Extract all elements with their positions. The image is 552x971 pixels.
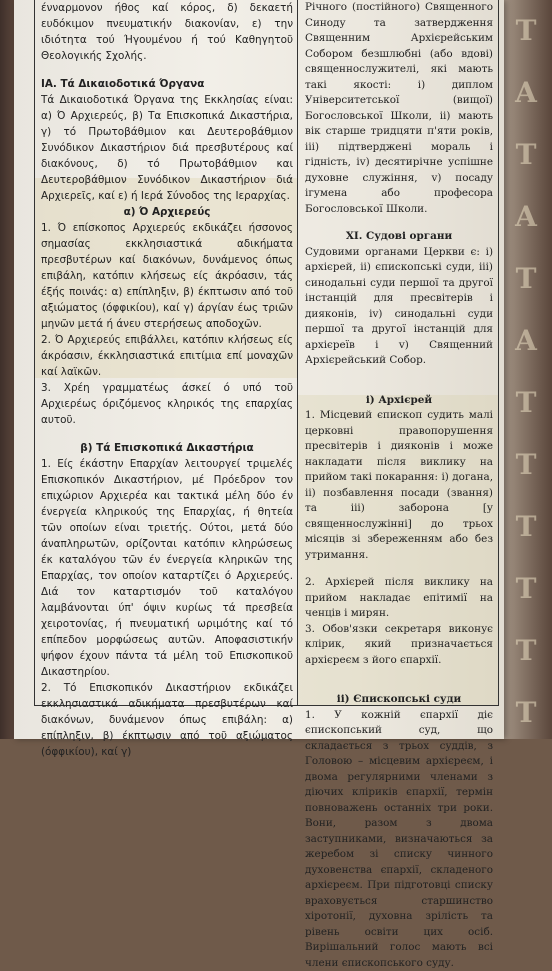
subsection-heading: іі) Єпископські суди: [305, 692, 493, 708]
paragraph: 1. У кожній єпархії діє єпископський суд, що складається з трьох суддів, з Головою – місцевим архієреєм, і двома регулярними членами з діючих кліриків єпархії, термін повноважень останніх три роки. Вони, разом з двома заступниками, визначаються за жеребом зі списку чинного духовенства єпархії, складеного архієреєм. При підготовці списку враховується старшинство хіротонії, духовна зрілість та рівень освіти цих осіб. Вирішальний голос мають всі члени єпископського суду.: [305, 708, 493, 971]
paragraph: Τά Δικαιοδοτικά Όργανα της Εκκλησίας είναι: α) Ό Αρχιερεύς, β) Τα Επισκοπικά Δικαστήρια, γ) τό Πρωτοβάθμιον και Δευτεροβάθμιον Συνόδικον Δικαστήριον διά πρεσβυτέρους καί διακόνους, δ) τό Πρωτοβάθμιον και Δευτεροβάθμιον Συνόδικον Δικαστήριον διά Αρχιερεῖς, καί ε) ή Ιερά Σύνοδος της Ιεραρχίας.: [41, 92, 293, 204]
paragraph: 3. Χρέη γραμματέως άσκεί ό υπό τοῦ Αρχιερέως όριζόμενος κληρικός της επαρχίας αυτοῦ.: [41, 380, 293, 428]
paragraph: 1. Είς έκάστην Επαρχίαν λειτουργεί τριμελές Επισκοπικόν Δικαστήριον, μέ Πρόεδρον τον επιχώριον Αρχιερέα και τακτικά μέλη δύο έν ένεργεία κληρικούς της Επαρχίας, ή θητεία τῶν οποίων είναι τριετής. Ούτοι, μετά δύο άναπληρωτῶν, ορίζονται κατόπιν κληρώσεως έκ καταλόγου τῶν έν ένεργεία κληρικῶν της Επαρχίας, τον οποίον καταρτίζει ό Αρχιερεύς. Διά τον καταρτισμόν τοῦ καταλόγου λαμβάνονται ύπ' όψιν κυρίως τά πρεσβεία χειροτονίας, ή πνευματική ωριμότης καί τό επίπεδον μορφώσεως αυτῶν. Αποφασιστικήν ψήφον έχουν πάντα τά μέλη τοῦ Επισκοπικοῦ Δικαστηρίου.: [41, 456, 293, 680]
paragraph: 1. Місцевий єпископ судить малі церковні правопорушення пресвітерів і дияконів і може накладати після виклику на прийом такі покарання: і) догана, іі) позбавлення посади (звання) та ііі) заборона [у священнослужінні] до трьох місяців зі збереженням або без утримання.: [305, 408, 493, 563]
spacer: [41, 428, 293, 440]
subsection-heading: і) Архієрей: [305, 393, 493, 409]
spacer: [305, 563, 493, 575]
subsection-heading: ХІ. Судові органи: [305, 229, 493, 245]
document-page: [14, 0, 504, 739]
subsection-heading: β) Τά Επισκοπικά Δικαστήρια: [41, 440, 293, 456]
paragraph: 2. Τό Επισκοπικόν Δικαστήριον εκδικάζει εκκλησιαστικά αδικήματα πρεσβυτέρων καί διακόνων, δυνάμενον όπως επιβάλη: α) επίπληξιν, β) έκπτωσιν από τοῦ αξιώματος (όφφικίου), καί γ): [41, 680, 293, 760]
spacer: [305, 369, 493, 381]
bilingual-table: [34, 0, 499, 706]
ukrainian-column: [305, 0, 493, 971]
subsection-heading: α) Ό Αρχιερεύς: [41, 204, 293, 220]
column-divider: [297, 0, 298, 705]
paragraph: 3. Обов'язки секретаря виконує клірик, який призначається архієреєм з його єпархії.: [305, 622, 493, 669]
greek-column: [41, 0, 293, 760]
spacer: [41, 64, 293, 76]
paragraph: ένναρμονον ήθος καί κόρος, δ) δεκαετή ευδόκιμον πνευματικήν διακονίαν, ε) την ιδιότητα τού Ήγουμένου ή τού Καθηγητοῦ Θεολογικής Σχολής.: [41, 0, 293, 64]
section-heading: ΙΑ. Τά Δικαιοδοτικά Όργανα: [41, 76, 293, 92]
background-letters: Τ Α Τ Α Τ Α Τ Τ Τ Τ Τ Τ: [500, 0, 552, 739]
spacer: [305, 668, 493, 680]
paragraph: Річного (постійного) Священного Синоду та затвердження Священним Архієрейським Собором безшлюбні (або вдові) священнослужителі, які мають такі якості: і) диплом Університетської (вищої) Богословської Школи, іі) мають вік старше тридцяти п'яти років, ііі) підтверджені мораль і гідність, iv) десятирічне успішне духовне служіння, v) посаду ігумена або професора Богословської Школи.: [305, 0, 493, 217]
paragraph: 1. Ό επίσκοπος Αρχιερεύς εκδικάζει ήσσονος σημασίας εκκλησιαστικά αδικήματα πρεσβυτέρων καί διακόνων, δυνάμενος όπως επιβάλη, κατόπιν κλήσεως είς άκρόασιν, τάς έξής ποινάς: α) επίπληξιν, β) έκπτωσιν από τοῦ αξιώματος (όφφικίου), καί γ) άργίαν έως τριῶν μηνῶν μετά ή άνευ στερήσεως αποδοχῶν.: [41, 220, 293, 332]
spacer: [305, 217, 493, 229]
spacer: [305, 381, 493, 393]
paragraph: 2. Архієрей після виклику на прийом накладає епітимії на ченців і мирян.: [305, 575, 493, 622]
spacer: [305, 680, 493, 692]
paragraph: 2. Ό Αρχιερεύς επιβάλλει, κατόπιν κλήσεως είς άκρόασιν, έκκλησιαστικά επιτίμια επί μοναχῶν καί λαϊκῶν.: [41, 332, 293, 380]
paragraph: Судовими органами Церкви є: і) архієрей, іі) єпископські суди, ііі) синодальні суди першої та другої інстанцій для пресвітерів і дияконів, iv) синодальні суди першої та другої інстанцій для архієреїв і v) Священний Архієрейський Собор.: [305, 245, 493, 369]
